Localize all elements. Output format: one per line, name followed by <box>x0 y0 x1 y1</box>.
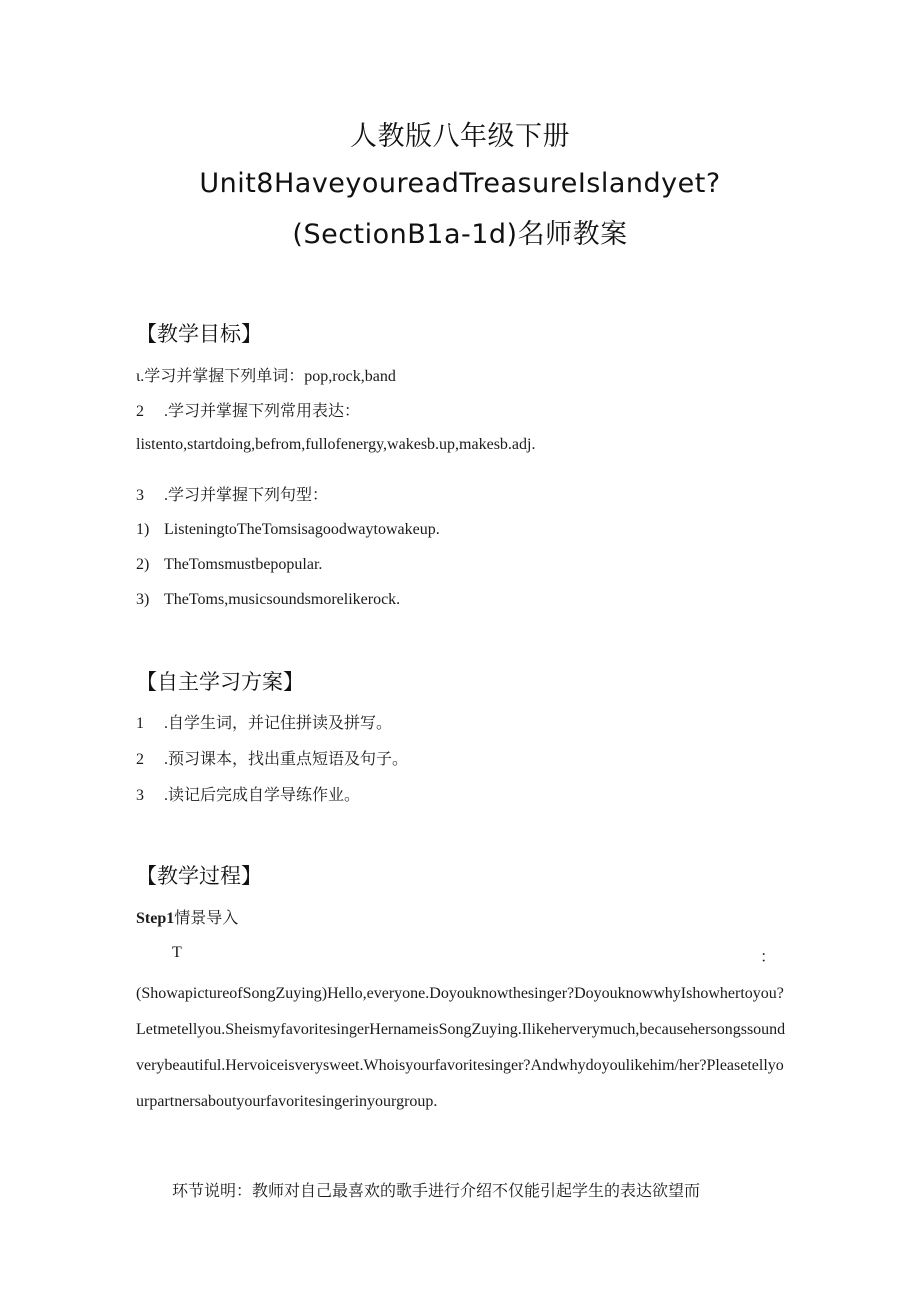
sentence-item-3 <box>136 591 400 609</box>
objective-item-2-number: 2 <box>136 403 144 420</box>
self-study-item-3-text: .读记后完成自学导练作业。 <box>164 787 361 804</box>
objective-item-3-number: 3 <box>136 487 144 504</box>
intro-paragraph: (ShowapictureofSongZuying)Hello,everyone.Doyouknowthesinger?DoyouknowwhyIshowhertoyou?Letmetellyou.SheismyfavoritesingerHernameisSongZuying.Ilikeherverymuch,becausehersongssoundverybeautiful.Hervoiceisverysweet.Whoisyourfavoritesinger?Andwhydoyoulikehim/her?Pleasetellyourpartnersaboutyourfavoritesingerinyourgroup. <box>136 985 786 1110</box>
self-study-item-3-number: 3 <box>136 787 144 804</box>
step1-heading <box>136 905 238 928</box>
sentence-item-1 <box>136 521 440 539</box>
objective-item-3 <box>136 482 328 505</box>
objective-item-1: ι.学习并掌握下列单词：pop,rock,band <box>136 368 396 385</box>
section-note: 环节说明：教师对自己最喜欢的歌手进行介绍不仅能引起学生的表达欲望而 <box>172 1183 701 1200</box>
sentence-item-2 <box>136 556 322 574</box>
speaker-colon: ： <box>760 949 777 966</box>
sentence-item-3-number: 3) <box>136 591 150 608</box>
objectives-heading: 【教学目标】 <box>136 322 262 346</box>
self-study-item-1-number: 1 <box>136 715 144 732</box>
sentence-item-2-text: TheTomsmustbepopular. <box>164 556 323 573</box>
objective-item-2-detail: listento,startdoing,befrom,fullofenergy,wakesb.up,makesb.adj. <box>136 436 536 453</box>
document-title-line3: (SectionB1a-1d)名师教案 <box>292 219 628 250</box>
objective-item-3-text: .学习并掌握下列句型： <box>164 487 329 504</box>
self-study-item-1 <box>136 710 392 733</box>
speaker-label: T <box>172 944 182 961</box>
self-study-item-2 <box>136 746 408 769</box>
self-study-item-3 <box>136 782 360 805</box>
step1-title: 情景导入 <box>174 910 239 927</box>
document-title-line2: Unit8HaveyoureadTreasureIslandyet? <box>199 168 721 199</box>
step1-label: Step1 <box>136 910 175 927</box>
objective-item-2-text: .学习并掌握下列常用表达： <box>164 403 361 420</box>
process-heading: 【教学过程】 <box>136 864 262 888</box>
self-study-heading: 【自主学习方案】 <box>136 670 304 694</box>
self-study-item-2-text: .预习课本，找出重点短语及句子。 <box>164 751 409 768</box>
sentence-item-1-number: 1) <box>136 521 150 538</box>
objective-item-2 <box>136 398 360 421</box>
sentence-item-3-text: TheToms,musicsoundsmorelikerock. <box>164 591 401 608</box>
self-study-item-1-text: .自学生词，并记住拼读及拼写。 <box>164 715 393 732</box>
sentence-item-1-text: ListeningtoTheTomsisagoodwaytowakeup. <box>164 521 440 538</box>
self-study-item-2-number: 2 <box>136 751 144 768</box>
sentence-item-2-number: 2) <box>136 556 150 573</box>
document-title-line1: 人教版八年级下册 <box>350 121 570 152</box>
